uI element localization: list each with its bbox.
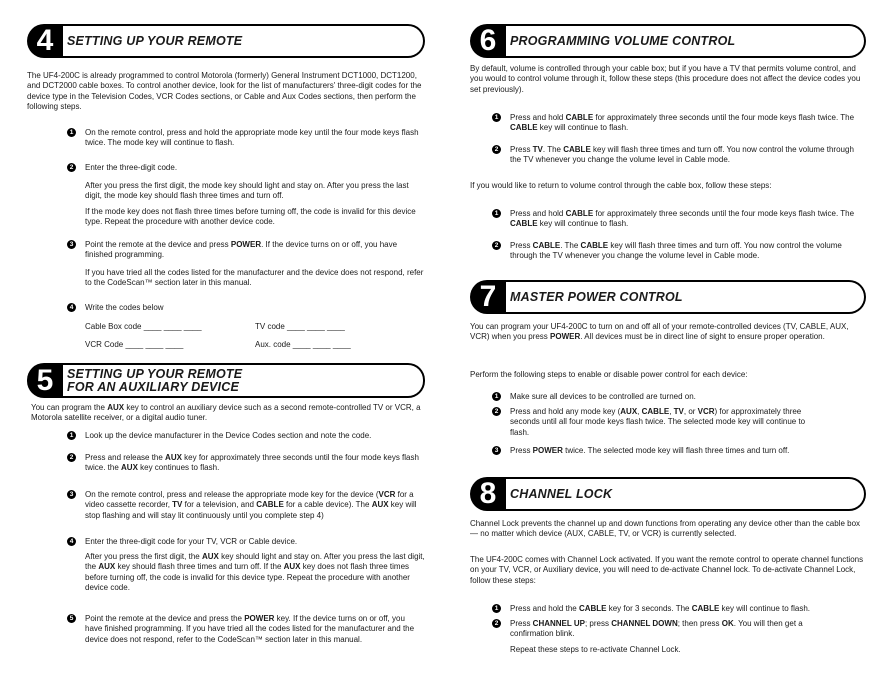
section-number: 7 — [470, 280, 506, 314]
step-bullet: 1 — [67, 128, 76, 137]
step-bullet: 4 — [67, 303, 76, 312]
step-bullet: 2 — [67, 453, 76, 462]
section-6-header — [470, 24, 866, 58]
step-bullet: 2 — [492, 407, 501, 416]
section-number: 5 — [27, 363, 63, 398]
step-bullet: 3 — [67, 490, 76, 499]
step-bullet: 5 — [67, 614, 76, 623]
step-bullet: 2 — [67, 163, 76, 172]
section-7-header — [470, 280, 866, 314]
section-8-intro: Channel Lock prevents the channel up and down functions from operating any device other than the cable box — no matter which device (AUX, CABLE, TV, or VCR) is currently selected. — [470, 519, 861, 539]
section-title: SETTING UP YOUR REMOTE FOR AN AUXILIARY DEVICE — [67, 367, 243, 394]
vcr-code-field: VCR Code ____ ____ ____ — [85, 340, 184, 349]
section-5-header — [27, 363, 425, 398]
tv-code-field: TV code ____ ____ ____ — [255, 322, 345, 331]
step-bullet: 1 — [492, 113, 501, 122]
step-bullet: 4 — [67, 537, 76, 546]
step-bullet: 2 — [492, 619, 501, 628]
section-4-intro: The UF4-200C is already programmed to control Motorola (formerly) General Instrument DCT1000, DCT1200, and DCT2000 cable boxes. To control another device, look for the list of manufacturers' three-digit codes for the device type in the Television Codes, VCR Codes sections, or Cable and Aux Codes sections, then perform the following steps. — [27, 71, 422, 112]
step-bullet: 3 — [67, 240, 76, 249]
section-number: 4 — [27, 24, 63, 58]
section-title: PROGRAMMING VOLUME CONTROL — [510, 33, 736, 48]
section-title: CHANNEL LOCK — [510, 486, 613, 501]
section-title: MASTER POWER CONTROL — [510, 289, 683, 304]
section-number: 8 — [470, 477, 506, 511]
section-5-intro: You can program the AUX key to control an auxiliary device such as a second remote-controlled TV or VCR, a Motorola satellite receiver, or a digital audio tuner. — [31, 403, 421, 423]
section-4-header — [27, 24, 425, 58]
section-6-intro: By default, volume is controlled through your cable box; but if you have a TV that permits volume control, and you would to control volume through it, follow these steps (this procedure does not affect the device codes you set previously). — [470, 64, 861, 94]
section-number: 6 — [470, 24, 506, 58]
step-bullet: 1 — [492, 209, 501, 218]
step-bullet: 2 — [492, 145, 501, 154]
section-title: SETTING UP YOUR REMOTE — [67, 33, 243, 48]
section-7-intro: You can program your UF4-200C to turn on and off all of your remote-controlled devices (TV, CABLE, AUX, VCR) when you press POWER. All devices must be in direct line of sight to ensure proper operation. — [470, 322, 849, 342]
cable-code-field: Cable Box code ____ ____ ____ — [85, 322, 202, 331]
step-bullet: 1 — [492, 604, 501, 613]
step-bullet: 3 — [492, 446, 501, 455]
section-8-header — [470, 477, 866, 511]
step-bullet: 1 — [67, 431, 76, 440]
step-bullet: 2 — [492, 241, 501, 250]
aux-code-field: Aux. code ____ ____ ____ — [255, 340, 351, 349]
step-bullet: 1 — [492, 392, 501, 401]
